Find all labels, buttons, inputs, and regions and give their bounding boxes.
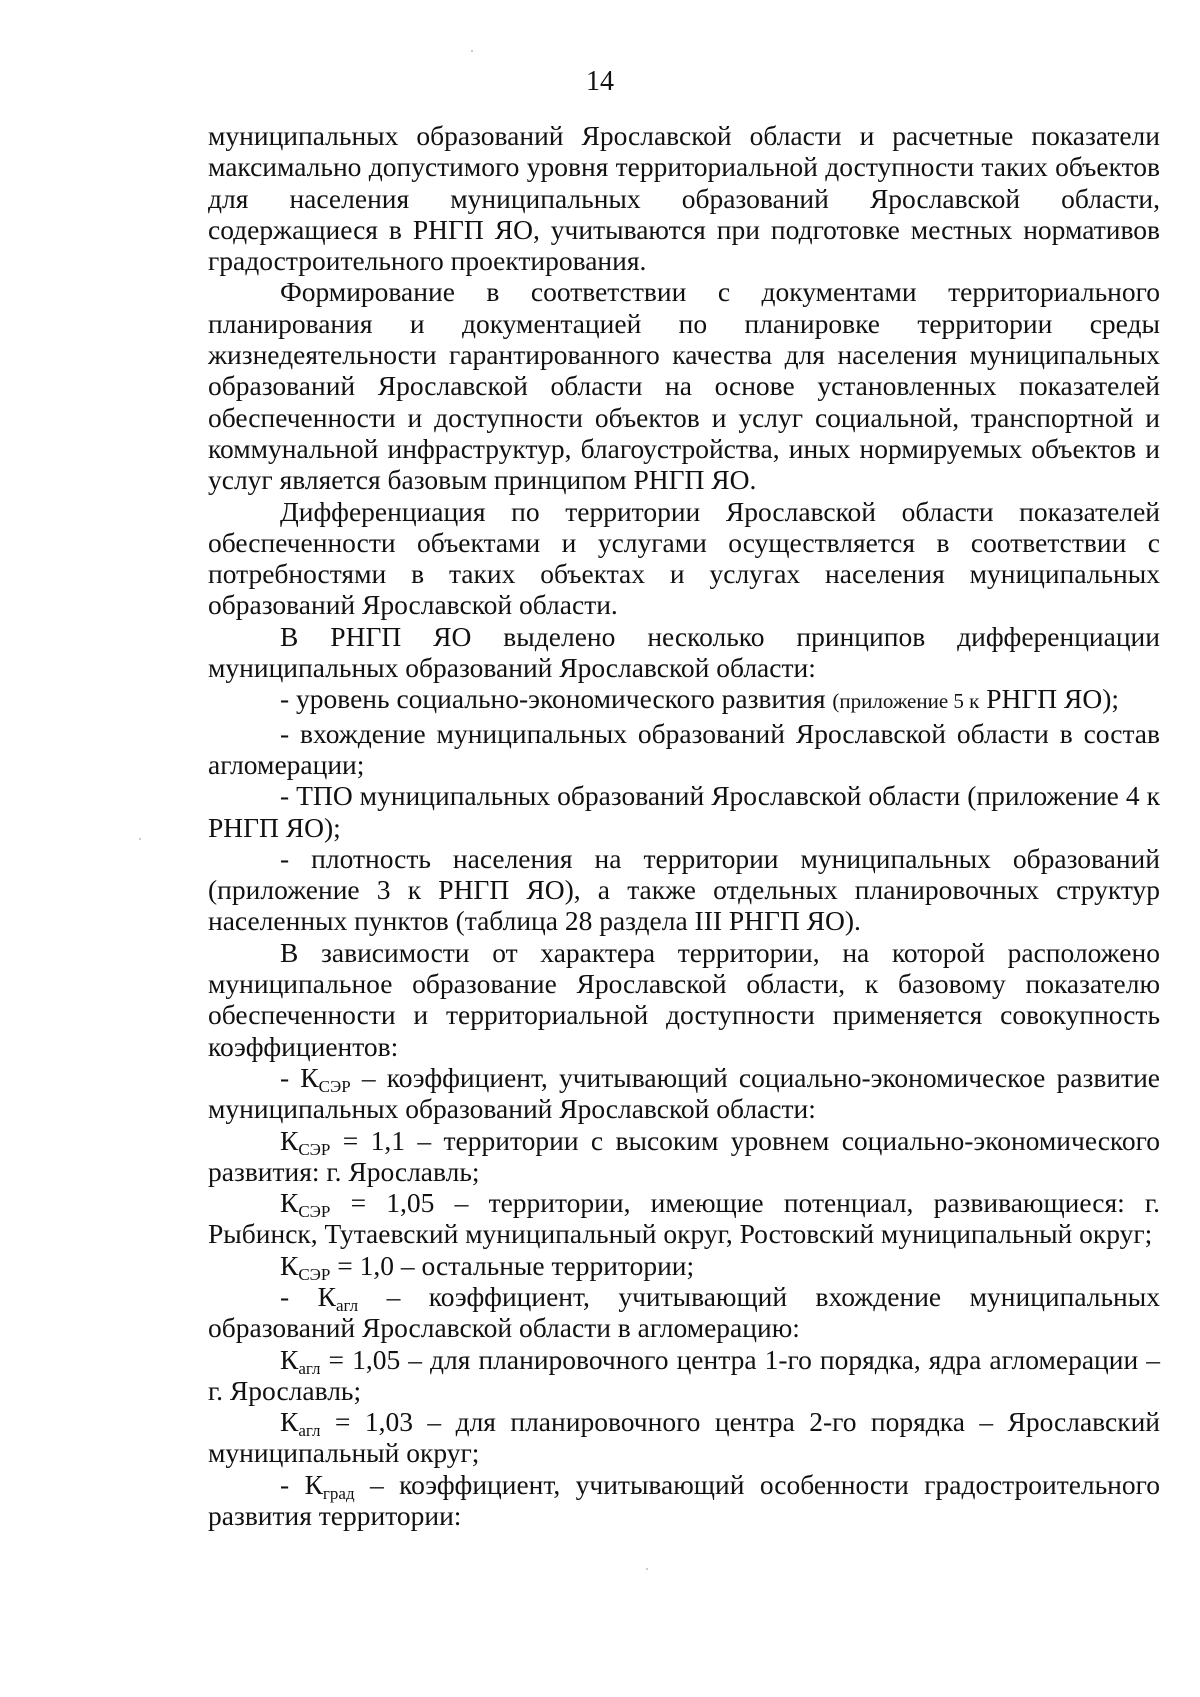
coefficient-subscript: СЭР bbox=[298, 1202, 331, 1222]
coefficient-subscript: СЭР bbox=[298, 1264, 331, 1284]
coefficient-subscript: СЭР bbox=[318, 1076, 351, 1096]
coefficient-symbol: - К bbox=[280, 1061, 319, 1093]
list-item-text: - уровень социально-экономического развития bbox=[280, 683, 833, 715]
paragraph-principles-intro: В РНГП ЯО выделено несколько принципов дифференциации муниципальных образований Ярославской области: bbox=[208, 620, 1160, 684]
coefficient-description: = 1,05 – территории, имеющие потенциал, развивающиеся: г. Рыбинск, Тутаевский муниципальный округ, Ростовский муниципальный округ; bbox=[208, 1187, 1160, 1250]
coefficient-subscript: град bbox=[322, 1483, 355, 1503]
paragraph-differentiation: Дифференциация по территории Ярославской области показателей обеспеченности объектами и услугами осуществляется в соответствии с потребностями в таких объектах и услугах населения муниципальных образований Ярославской области. bbox=[208, 495, 1160, 621]
coefficient-description: – коэффициент, учитывающий вхождение муниципальных образований Ярославской области в агломерацию: bbox=[208, 1280, 1160, 1344]
coefficient-kagl-value-1-03 bbox=[208, 1406, 1160, 1469]
scan-speck bbox=[471, 50, 473, 52]
scan-speck bbox=[646, 1568, 648, 1570]
coefficient-subscript: агл bbox=[298, 1358, 321, 1378]
coefficient-kgrad-definition bbox=[208, 1469, 1160, 1532]
coefficient-description: = 1,05 – для планировочного центра 1-го порядка, ядра агломерации – г. Ярославль; bbox=[208, 1343, 1160, 1406]
coefficient-description: – коэффициент, учитывающий особенности градостроительного развития территории: bbox=[208, 1468, 1160, 1532]
list-item-agglomeration: - вхождение муниципальных образований Ярославской области в состав агломерации; bbox=[208, 717, 1160, 780]
coefficient-ksep-value-1-0 bbox=[208, 1249, 1160, 1284]
list-item-population-density: - плотность населения на территории муниципальных образований (приложение 3 к РНГП ЯО), а также отдельных планировочных структур населенных пунктов (таблица 28 раздела III РНГП ЯО). bbox=[208, 842, 1160, 937]
list-item-text-end: РНГП ЯО); bbox=[979, 683, 1120, 715]
coefficient-description: = 1,03 – для планировочного центра 2-го порядка – Ярославский муниципальный округ; bbox=[208, 1406, 1160, 1469]
page-number: 14 bbox=[586, 66, 614, 97]
paragraph-coefficients-intro: В зависимости от характера территории, на которой расположено муниципальное образование Ярославской области, к базовому показателю обеспеченности и территориальной доступности применяется совокупность коэффициентов: bbox=[208, 936, 1160, 1062]
paragraph-formation: Формирование в соответствии с документами территориального планирования и документацией по планировке территории среды жизнедеятельности гарантированного качества для населения муниципальных образований Ярославской области на основе установленных показателей обеспеченности и доступности объектов и услуг социальной, транспортной и коммунальной инфраструктур, благоустройства, иных нормируемых объектов и услуг является базовым принципом РНГП ЯО. bbox=[208, 276, 1160, 496]
coefficient-symbol: К bbox=[280, 1249, 299, 1281]
coefficient-symbol: К bbox=[280, 1406, 299, 1438]
coefficient-subscript: СЭР bbox=[298, 1139, 331, 1159]
coefficient-symbol: К bbox=[280, 1124, 299, 1156]
paragraph-continuation: муниципальных образований Ярославской области и расчетные показатели максимально допустимого уровня территориальной доступности таких объектов для населения муниципальных образований Ярославской области, содержащиеся в РНГП ЯО, учитываются при подготовке местных нормативов градостроительного проектирования. bbox=[208, 120, 1160, 277]
coefficient-ksep-definition bbox=[208, 1062, 1160, 1125]
coefficient-symbol: - К bbox=[280, 1468, 323, 1500]
coefficient-symbol: К bbox=[280, 1343, 299, 1375]
scan-speck bbox=[139, 838, 141, 840]
coefficient-description: – коэффициент, учитывающий социально-экономическое развитие муниципальных образований Ярославской области: bbox=[208, 1061, 1160, 1125]
coefficient-ksep-value-1-1 bbox=[208, 1125, 1160, 1188]
list-item-socioeconomic-level bbox=[208, 683, 1160, 717]
coefficient-ksep-value-1-05 bbox=[208, 1187, 1160, 1250]
coefficient-subscript: агл bbox=[335, 1295, 359, 1315]
coefficient-kagl-definition bbox=[208, 1281, 1160, 1344]
list-item-tpo: - ТПО муниципальных образований Ярославской области (приложение 4 к РНГП ЯО); bbox=[208, 780, 1160, 843]
coefficient-kagl-value-1-05 bbox=[208, 1344, 1160, 1407]
coefficient-description: = 1,0 – остальные территории; bbox=[330, 1249, 695, 1281]
coefficient-symbol: - К bbox=[280, 1280, 336, 1312]
coefficient-description: = 1,1 – территории с высоким уровнем социально-экономического развития: г. Ярославль; bbox=[208, 1124, 1160, 1187]
coefficient-symbol: К bbox=[280, 1187, 299, 1219]
coefficient-subscript: агл bbox=[298, 1421, 321, 1441]
body-text bbox=[208, 120, 1160, 1531]
appendix-reference: (приложение 5 к bbox=[832, 689, 980, 714]
